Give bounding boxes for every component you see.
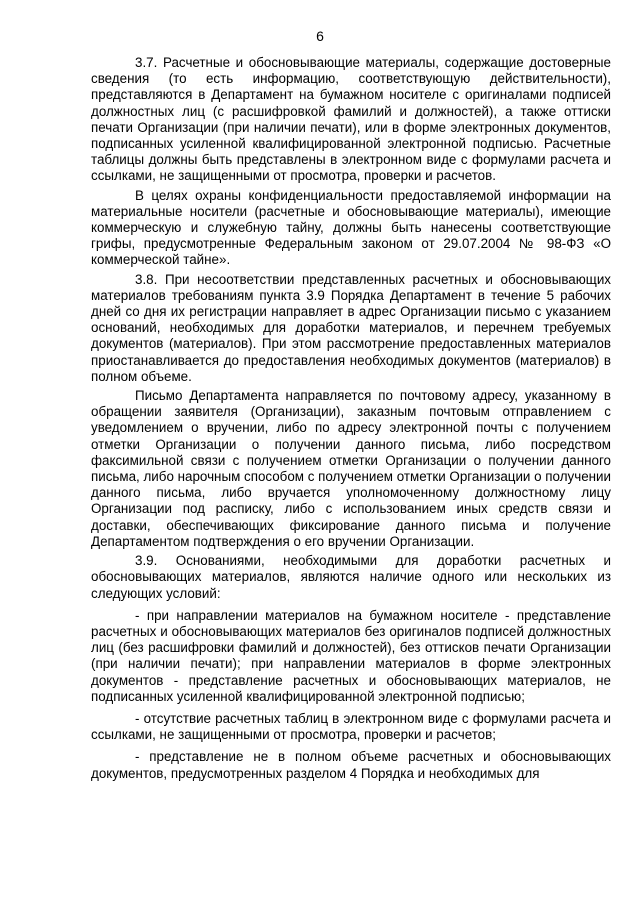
list-item-missing-tables: - отсутствие расчетных таблиц в электронном виде с формулами расчета и ссылками, не защищенными от просмотра, проверки и расчетов;: [91, 710, 611, 743]
document-body: [91, 55, 611, 782]
paragraph-3-7: 3.7. Расчетные и обосновывающие материалы, содержащие достоверные сведения (то есть информацию, соответствующую действительности), представляются в Департамент на бумажном носителе с оригиналами подписей должностных лиц (с расшифровкой фамилий и должностей), а также оттиски печати Организации (при наличии печати), или в форме электронных документов, подписанных усиленной квалифицированной электронной подписью. Расчетные таблицы должны быть представлены в электронном виде с формулами расчета и ссылками, не защищенными от просмотра, проверки и расчетов.: [91, 55, 611, 184]
list-item-paper-electronic: - при направлении материалов на бумажном носителе - представление расчетных и обосновывающих материалов без оригиналов подписей должностных лиц (без расшифровки фамилий и должностей), без оттисков печати Организации (при наличии печати); при направлении материалов в форме электронных документов - представление расчетных и обосновывающих материалов, не подписанных усиленной квалифицированной электронной подписью;: [91, 607, 611, 704]
paragraph-department-letter: Письмо Департамента направляется по почтовому адресу, указанному в обращении заявителя (Организации), заказным почтовым отправлением с уведомлением о вручении, либо по адресу электронной почты с получением отметки Организации о получении данного письма, либо посредством факсимильной связи с получением отметки Организации о получении данного письма, либо нарочным способом с получением отметки Организации о получении данного письма, либо вручается уполномоченному должностному лицу Организации под расписку, либо с использованием иных средств связи и доставки, обеспечивающих фиксирование данного письма и получение Департаментом подтверждения о его вручении Организации.: [91, 388, 611, 549]
list-item-incomplete-documents: - представление не в полном объеме расчетных и обосновывающих документов, предусмотренных разделом 4 Порядка и необходимых для: [91, 749, 611, 781]
paragraph-confidentiality: В целях охраны конфиденциальности предоставляемой информации на материальные носители (расчетные и обосновывающие материалы), имеющие коммерческую и служебную тайну, должны быть нанесены соответствующие грифы, предусмотренные Федеральным законом от 29.07.2004 № 98-ФЗ «О коммерческой тайне».: [91, 187, 611, 268]
paragraph-3-9: 3.9. Основаниями, необходимыми для доработки расчетных и обосновывающих материалов, являются наличие одного или нескольких из следующих условий:: [91, 553, 611, 601]
page-number: 6: [316, 28, 324, 44]
paragraph-3-8: 3.8. При несоответствии представленных расчетных и обосновывающих материалов требованиям пункта 3.9 Порядка Департамент в течение 5 рабочих дней со дня их регистрации направляет в адрес Организации письмо с указанием оснований, необходимых для доработки материалов, и перечнем требуемых документов (материалов). При этом рассмотрение предоставленных материалов приостанавливается до предоставления необходимых документов (материалов) в полном объеме.: [91, 271, 611, 384]
